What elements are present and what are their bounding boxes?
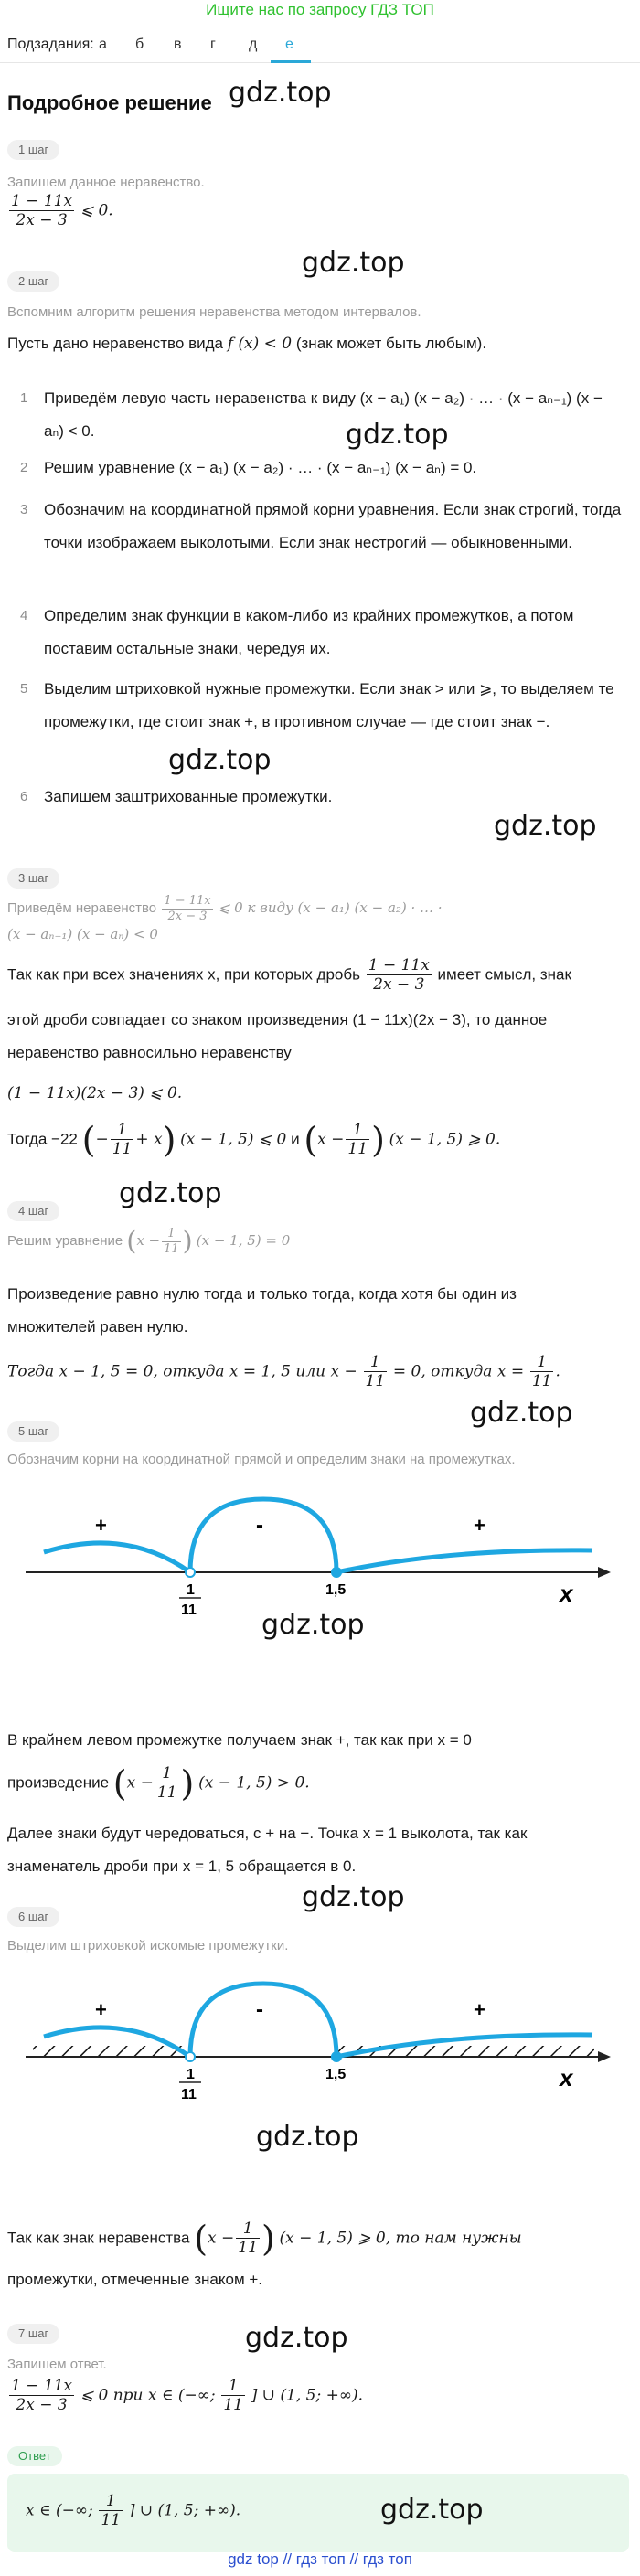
watermark: gdz.top xyxy=(302,247,405,279)
algo-item-6: 6 Запишем заштрихованные промежутки. xyxy=(20,788,333,805)
sign-minus: - xyxy=(256,1513,263,1538)
algo-item-1: 1 Приведём левую часть неравенства к виду (x − a₁) (x − a₂) · … · (x − aₙ₋₁) (x − aₙ) < 0. xyxy=(20,389,603,440)
watermark: gdz.top xyxy=(256,2121,359,2153)
axis-label-x: x xyxy=(560,2064,573,2092)
tab-g[interactable]: г xyxy=(210,37,216,52)
step-2-note: Вспомним алгоритм решения неравенства методом интервалов. xyxy=(7,304,421,320)
point-1-5 xyxy=(332,1568,341,1577)
hatch-left xyxy=(33,2046,190,2057)
step-3-note: Приведём неравенство $\frac{1 - 11x}{2x - 3}$ ⩽ 0 к виду (x − a₁) (x − a₂) · … · (x − aₙ₋₁) (x − aₙ) < 0 xyxy=(7,894,443,943)
point-1-5 xyxy=(332,2052,341,2061)
tick-label-den: 11 xyxy=(181,1602,197,1618)
sign-plus-left: + xyxy=(95,1998,107,2021)
step-3-p1c: этой дроби совпадает со знаком произведения (1 − 11x)(2x − 3), то данное xyxy=(7,1011,548,1028)
watermark: gdz.top xyxy=(494,810,597,842)
footer-links[interactable]: gdz top // гдз топ // гдз топ xyxy=(228,2550,412,2568)
step-1-note: Запишем данное неравенство. xyxy=(7,175,205,190)
step-7-note: Запишем ответ. xyxy=(7,2357,107,2372)
sign-plus-right: + xyxy=(474,1514,485,1537)
point-1-11 xyxy=(186,1568,195,1577)
step-5-p1a: В крайнем левом промежутке получаем знак +, так как при x = 0 xyxy=(7,1731,472,1749)
tab-a[interactable]: а xyxy=(99,37,107,52)
step-2-intro: Пусть дано неравенство вида f (x) < 0 (знак может быть любым). xyxy=(7,335,487,353)
tick-label-num: 1 xyxy=(187,1582,195,1598)
watermark: gdz.top xyxy=(261,1609,365,1641)
step-5-p3: знаменатель дроби при x = 1, 5 обращается в 0. xyxy=(7,1857,357,1875)
step-4-p2: множителей равен нулю. xyxy=(7,1318,188,1336)
sign-minus: - xyxy=(256,1997,263,2022)
step-3-badge: 3 шаг xyxy=(7,868,59,889)
step-6-p1: Так как знак неравенства (x − $\frac{1}{11}$ ) (x − 1, 5) ⩾ 0, то нам нужны xyxy=(7,2218,522,2259)
watermark: gdz.top xyxy=(470,1397,573,1429)
step-6-p2: промежутки, отмеченные знаком +. xyxy=(7,2271,263,2288)
step-6-badge: 6 шаг xyxy=(7,1907,59,1927)
algo-item-3: 3 Обозначим на координатной прямой корни уравнения. Если знак строгий, тогда точки изображаем выколотыми. Если знак нестрогий — обыкновенными. xyxy=(20,501,622,551)
subtasks-tabs xyxy=(0,27,640,63)
step-3-p1a: Так как при всех значениях x, при которых дробь $\frac{1 - 11x}{2x - 3}$ имеет смысл, знак xyxy=(7,956,571,995)
top-banner[interactable]: Ищите нас по запросу ГДЗ ТОП xyxy=(206,1,434,18)
answer-badge: Ответ xyxy=(7,2446,62,2466)
watermark: gdz.top xyxy=(229,77,332,109)
tick-label-num: 1 xyxy=(187,2067,195,2082)
step-5-p1b: произведение (x − $\frac{1}{11}$ ) (x − 1, 5) > 0. xyxy=(7,1762,310,1804)
tab-b[interactable]: б xyxy=(135,37,144,52)
tab-v[interactable]: в xyxy=(174,37,182,52)
step-1-badge: 1 шаг xyxy=(7,140,59,160)
diagram-bg xyxy=(7,1965,633,2121)
tab-e[interactable]: е xyxy=(285,37,293,52)
watermark: gdz.top xyxy=(346,419,449,451)
axis-label-x: x xyxy=(560,1580,573,1607)
subtasks-title: Подзадания: xyxy=(7,37,94,52)
step-3-then: Тогда −22 (− $\frac{1}{11}$ + x) (x − 1, 5) ⩽ 0 и (x − $\frac{1}{11}$ ) (x − 1, 5) ⩾ 0. xyxy=(7,1119,501,1160)
step-4-badge: 4 шаг xyxy=(7,1201,59,1221)
step-1-inequality: $\frac{1 - 11x}{2x - 3}$ ⩽ 0. xyxy=(11,192,113,230)
watermark: gdz.top xyxy=(302,1881,405,1913)
fraction-main: $\frac{1 - 11x}{2x - 3}$ xyxy=(11,192,73,230)
answer-text: x ∈ (−∞; $\frac{1}{11}$ ] ∪ (1, 5; +∞). xyxy=(26,2492,241,2530)
step-5-p2: Далее знаки будут чередоваться, с + на −. Точка x = 1 выколота, так как xyxy=(7,1825,528,1842)
step-2-badge: 2 шаг xyxy=(7,271,59,292)
step-4-p3: Тогда x − 1, 5 = 0, откуда x = 1, 5 или x − $\frac{1}{11}$ = 0, откуда x = $\frac{1}{11}$ . xyxy=(7,1353,560,1391)
watermark: gdz.top xyxy=(380,2494,484,2526)
watermark: gdz.top xyxy=(245,2322,348,2354)
answer-box xyxy=(7,2474,629,2552)
step-7-badge: 7 шаг xyxy=(7,2324,59,2344)
algo-item-4: 4 Определим знак функции в каком-либо из крайних промежутков, а потом поставим остальные знаки, чередуя их. xyxy=(20,607,574,657)
point-1-11 xyxy=(186,2052,195,2061)
step-4-note: Решим уравнение (x − $\frac{1}{11}$ ) (x − 1, 5) = 0 xyxy=(7,1226,291,1257)
tab-d[interactable]: д xyxy=(249,37,258,52)
step-5-badge: 5 шаг xyxy=(7,1421,59,1442)
tick-label-15: 1,5 xyxy=(325,1582,347,1598)
watermark: gdz.top xyxy=(168,744,272,776)
sign-plus-right: + xyxy=(474,1998,485,2021)
interval-diagram-2 xyxy=(7,1965,633,2121)
solution-heading: Подробное решение xyxy=(7,91,212,114)
tick-label-15: 1,5 xyxy=(325,2067,347,2082)
step-6-note: Выделим штриховкой искомые промежутки. xyxy=(7,1938,289,1953)
tick-label-den: 11 xyxy=(181,2087,197,2102)
step-5-note: Обозначим корни на координатной прямой и определим знаки на промежутках. xyxy=(7,1452,516,1467)
sign-plus-left: + xyxy=(95,1514,107,1537)
algo-item-5: 5 Выделим штриховкой нужные промежутки. Если знак > или ⩾, то выделяем те промежутки, где стоит знак +, в противном случае — где стоит знак −. xyxy=(20,680,614,730)
step-4-p1: Произведение равно нулю тогда и только тогда, когда хотя бы один из xyxy=(7,1285,517,1303)
step-7-answer: $\frac{1 - 11x}{2x - 3}$ ⩽ 0 при x ∈ (−∞; $\frac{1}{11}$ ] ∪ (1, 5; +∞). xyxy=(11,2377,364,2415)
watermark: gdz.top xyxy=(119,1177,222,1209)
active-tab-underline xyxy=(271,60,311,63)
step-3-p1d: неравенство равносильно неравенству xyxy=(7,1044,292,1061)
step-3-eq1: (1 − 11x)(2x − 3) ⩽ 0. xyxy=(7,1084,183,1102)
algo-item-2: 2 Решим уравнение (x − a₁) (x − a₂) · … · (x − aₙ₋₁) (x − aₙ) = 0. xyxy=(20,459,477,476)
